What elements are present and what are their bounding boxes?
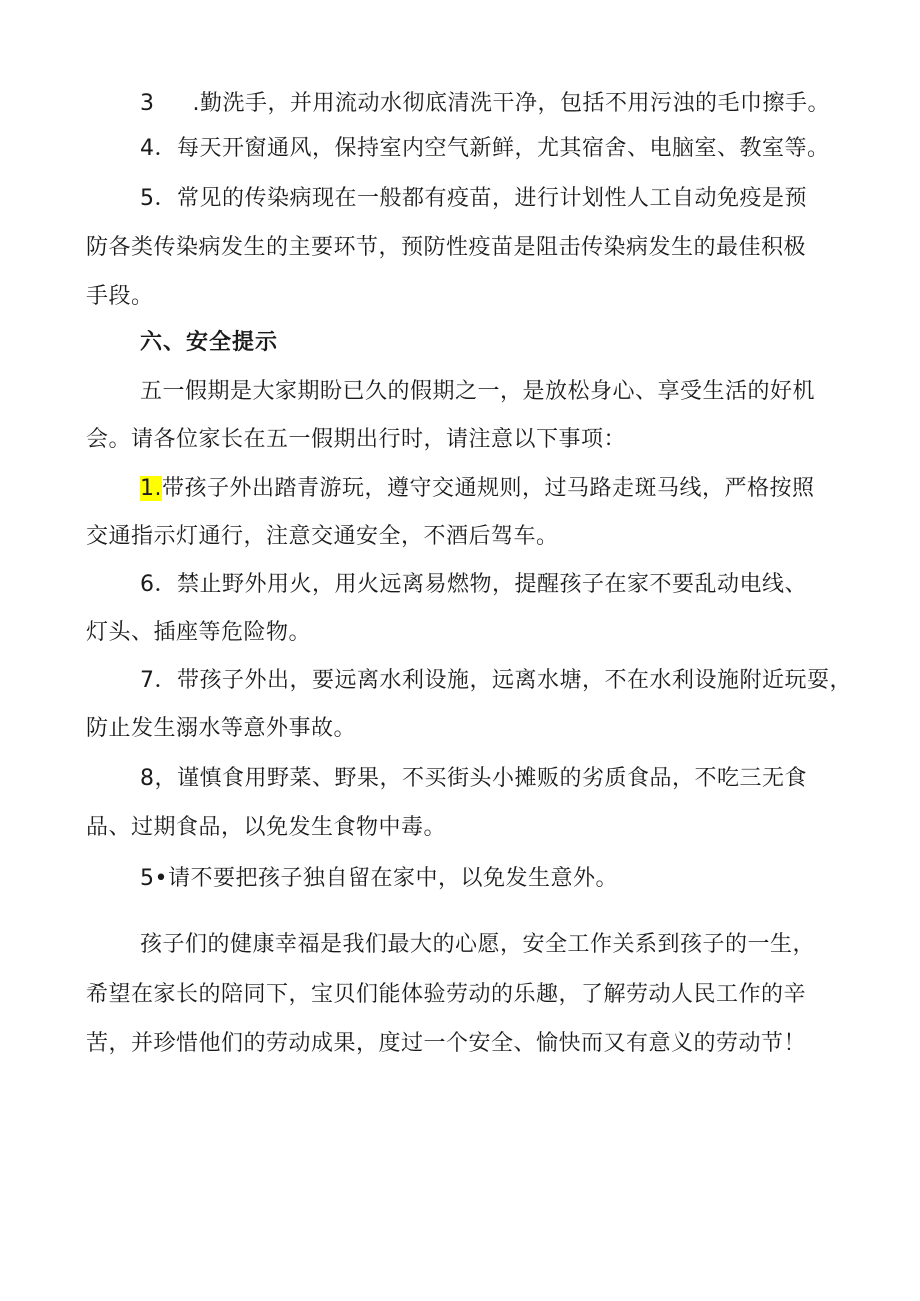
item-text: .勤洗手，并用流动水彻底清洗干净，包括不用污浊的毛巾擦手。 — [192, 91, 830, 116]
tip-1-line-1 — [140, 474, 815, 504]
closing-line-1: 孩子们的健康幸福是我们最大的心愿，安全工作关系到孩子的一生， — [140, 932, 816, 957]
tip-8-line-2: 品、过期食品，以免发生食物中毒。 — [86, 815, 447, 840]
intro-line-1: 五一假期是大家期盼已久的假期之一，是放松身心、享受生活的好机 — [140, 379, 816, 404]
highlighted-number: 1. — [140, 476, 162, 501]
tip-text: 带孩子外出踏青游玩，遵守交通规则，过马路走斑马线，严格按照 — [162, 476, 815, 501]
closing-line-2: 希望在家长的陪同下，宝贝们能体验劳动的乐趣，了解劳动人民工作的辛 — [86, 982, 807, 1007]
section-heading: 六、安全提示 — [140, 330, 279, 355]
tip-8-line-1: 8，谨慎食用野菜、野果，不买街头小摊贩的劣质食品，不吃三无食 — [140, 766, 807, 791]
item-number: 3 — [140, 91, 155, 116]
tip-7-line-2: 防止发生溺水等意外事故。 — [86, 716, 357, 741]
paragraph-item-5-line-3: 手段。 — [86, 284, 154, 309]
tip-6-line-2: 灯头、插座等危险物。 — [86, 620, 312, 645]
paragraph-item-3 — [140, 89, 830, 119]
tip-6-line-1: 6．禁止野外用火，用火远离易燃物，提醒孩子在家不要乱动电线、 — [140, 572, 807, 597]
tip-7-line-1: 7．带孩子外出，要远离水利设施，远离水塘，不在水利设施附近玩耍， — [140, 668, 852, 693]
tip-1-line-2: 交通指示灯通行，注意交通安全，不酒后驾车。 — [86, 524, 559, 549]
paragraph-item-5-line-1: 5．常见的传染病现在一般都有疫苗，进行计划性人工自动免疫是预 — [140, 186, 807, 211]
paragraph-item-5-line-2: 防各类传染病发生的主要环节，预防性疫苗是阻击传染病发生的最佳积极 — [86, 235, 807, 260]
closing-line-3: 苦，并珍惜他们的劳动成果，度过一个安全、愉快而又有意义的劳动节！ — [86, 1031, 807, 1056]
tip-5-line: 5•请不要把孩子独自留在家中，以免发生意外。 — [140, 866, 618, 891]
intro-line-2: 会。请各位家长在五一假期出行时，请注意以下事项： — [86, 427, 627, 452]
paragraph-item-4: 4．每天开窗通风，保持室内空气新鲜，尤其宿舍、电脑室、教室等。 — [140, 136, 830, 161]
